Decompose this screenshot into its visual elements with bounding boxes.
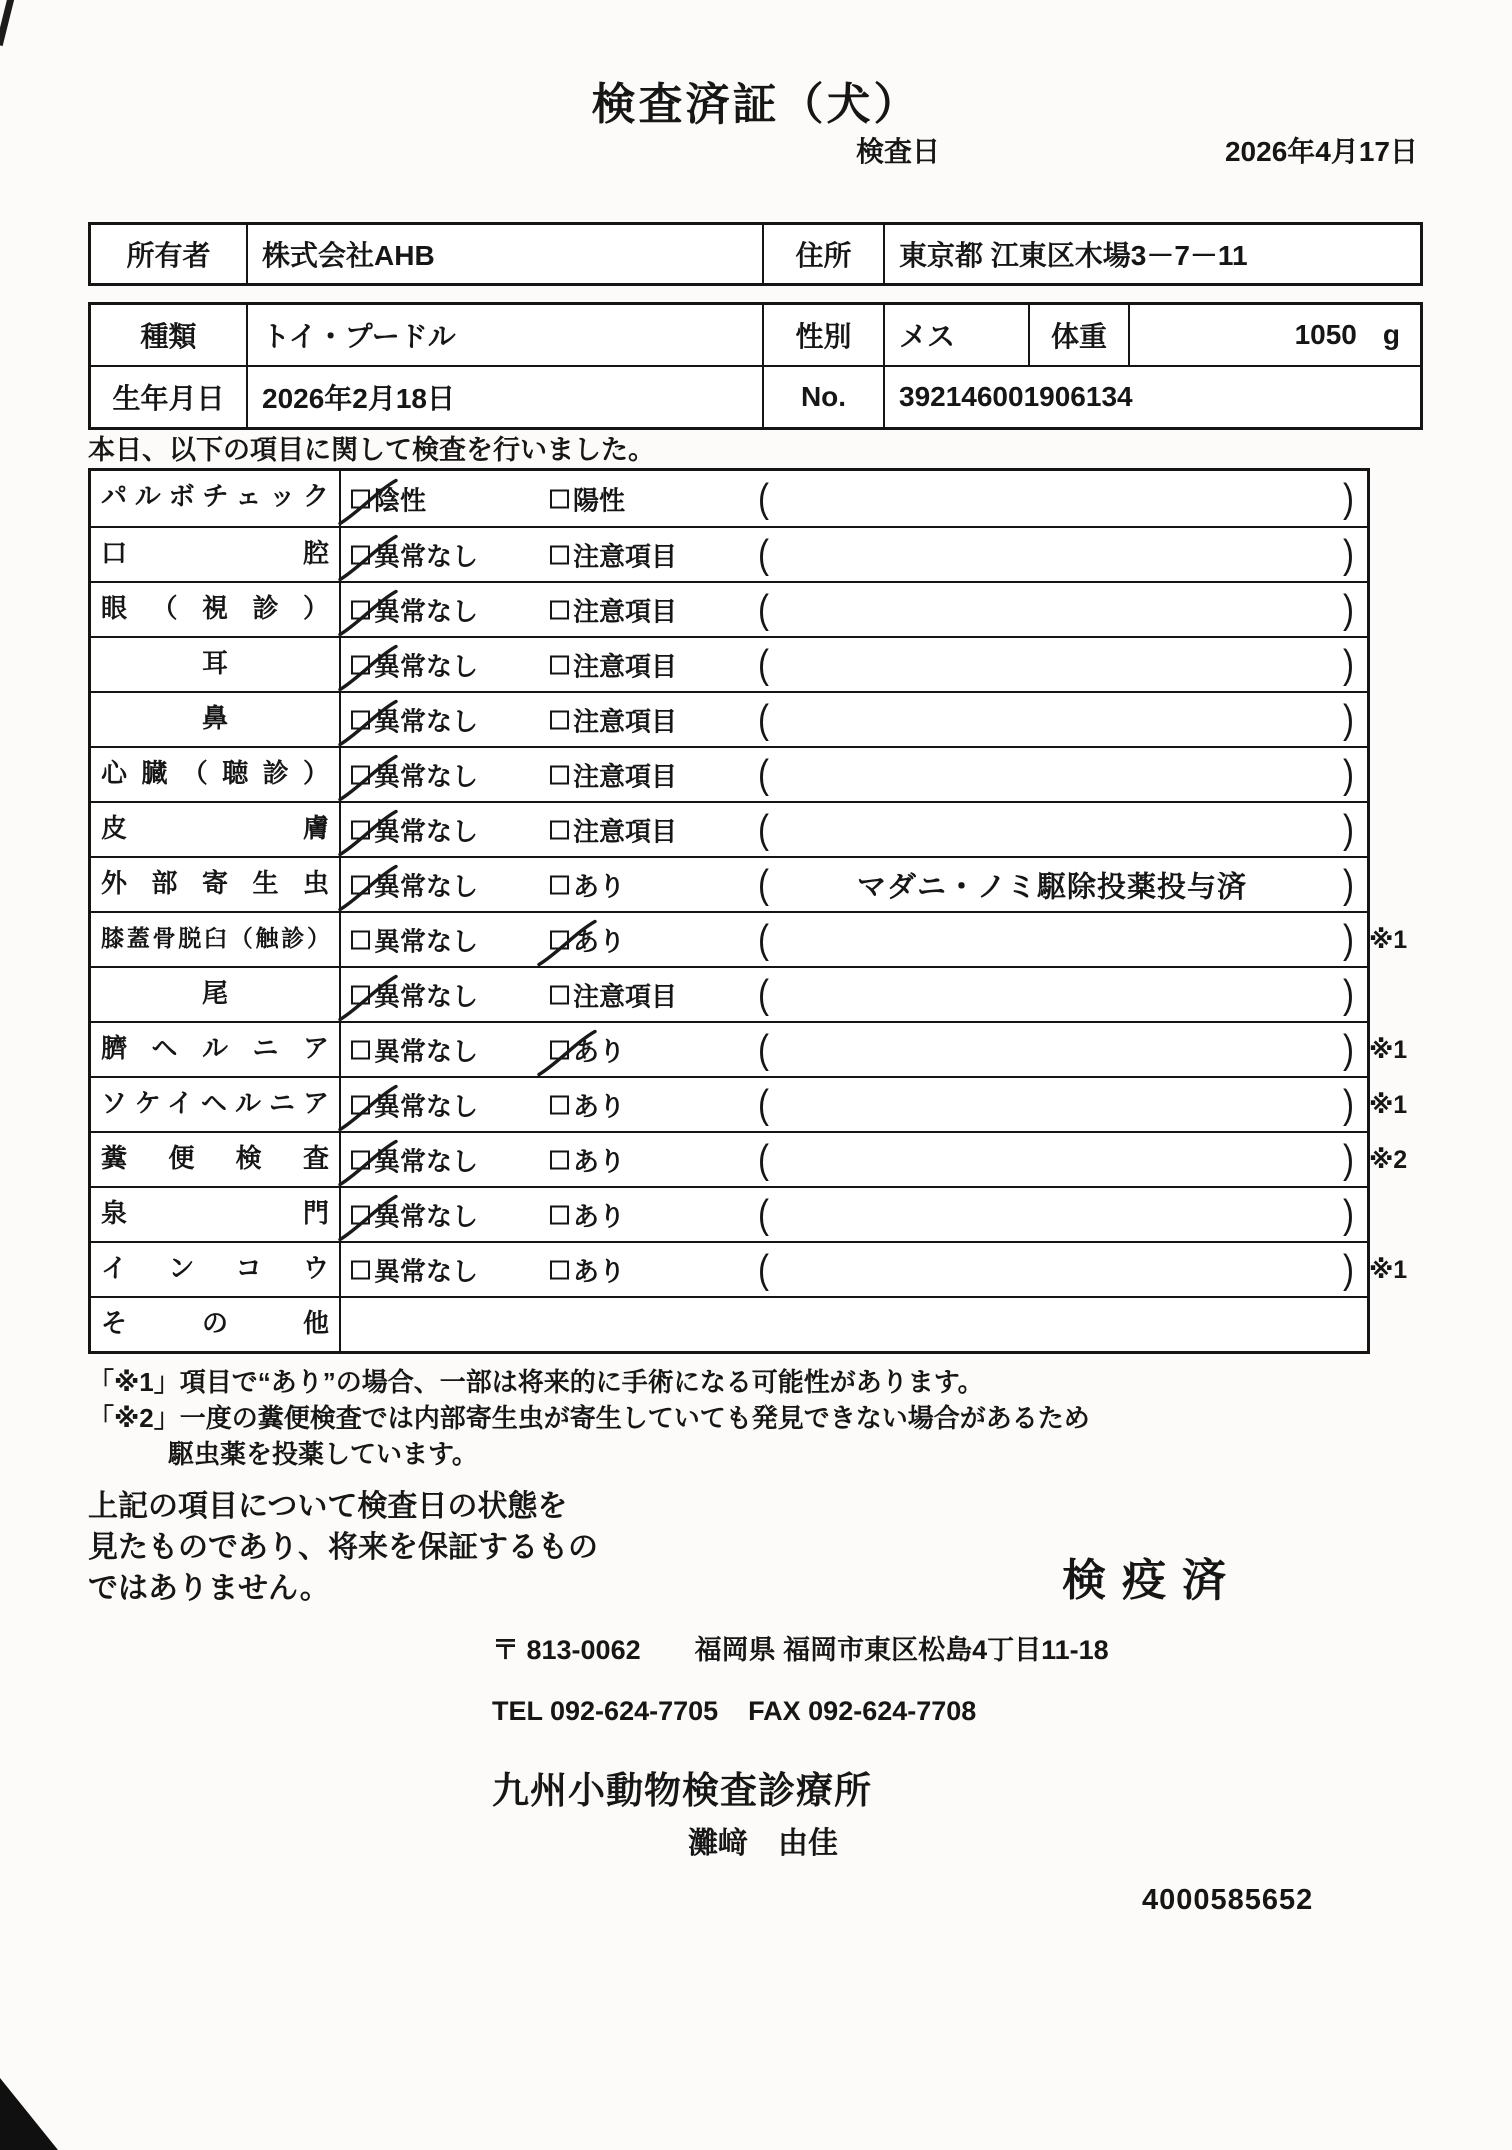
checkbox-icon bbox=[550, 600, 569, 619]
option-primary bbox=[351, 811, 478, 848]
option-label: 異常なし bbox=[374, 706, 479, 736]
checklist-row bbox=[91, 581, 1367, 636]
checkbox-icon bbox=[550, 1095, 569, 1114]
breed-label: 種類 bbox=[140, 321, 197, 352]
option-label: 異常なし bbox=[374, 981, 479, 1011]
checkbox-icon bbox=[351, 710, 370, 729]
item-result bbox=[341, 1188, 1367, 1241]
checkbox-icon bbox=[351, 930, 370, 949]
option-primary bbox=[351, 866, 478, 903]
address-value: 東京都 江東区木場3－7－11 bbox=[883, 225, 1420, 283]
birth-value: 2026年2月18日 bbox=[246, 367, 762, 427]
option-label: 注意項目 bbox=[573, 981, 678, 1011]
option-secondary bbox=[550, 591, 677, 628]
checkbox-icon bbox=[351, 545, 370, 564]
checklist-row bbox=[91, 801, 1367, 856]
paren-close: ) bbox=[1343, 585, 1354, 631]
option-label: 陽性 bbox=[573, 485, 626, 515]
checkbox-icon bbox=[351, 765, 370, 784]
item-label: 泉門 bbox=[91, 1188, 341, 1241]
sex-value: メス bbox=[883, 305, 1028, 365]
item-label: 尾 bbox=[91, 968, 341, 1021]
item-label: パルボチェック bbox=[91, 471, 341, 526]
option-secondary bbox=[550, 480, 625, 517]
weight-unit: g bbox=[1382, 319, 1400, 350]
option-secondary bbox=[550, 811, 677, 848]
checklist-row bbox=[91, 1241, 1408, 1296]
scan-artifact-top-left bbox=[0, 0, 15, 46]
checkbox-icon bbox=[550, 765, 569, 784]
page-title: 検査済証（犬） bbox=[591, 80, 921, 129]
option-label: 異常なし bbox=[374, 871, 479, 901]
checkbox-icon bbox=[550, 489, 569, 508]
option-label: 異常なし bbox=[374, 1201, 479, 1231]
address-label: 住所 bbox=[762, 225, 883, 283]
checklist-row bbox=[91, 1131, 1408, 1186]
vet-name: 灘﨑 由佳 bbox=[688, 1827, 838, 1860]
paren-close: ) bbox=[1343, 750, 1354, 796]
checkbox-icon bbox=[550, 1205, 569, 1224]
paren-close: ) bbox=[1343, 1025, 1354, 1071]
owner-value: 株式会社AHB bbox=[246, 225, 762, 283]
item-result bbox=[341, 471, 1367, 526]
option-label: 異常なし bbox=[374, 926, 479, 956]
sex-label: 性別 bbox=[762, 305, 883, 365]
checklist-row bbox=[91, 691, 1367, 746]
paren-open: ( bbox=[758, 585, 769, 631]
paren-close: ) bbox=[1343, 970, 1354, 1016]
option-secondary bbox=[550, 1031, 625, 1068]
option-label: あり bbox=[573, 871, 626, 901]
footnote-3: 駆虫薬を投薬しています。 bbox=[168, 1439, 478, 1469]
no-label: No. bbox=[762, 367, 883, 427]
option-primary bbox=[351, 1196, 478, 1233]
checkbox-icon bbox=[351, 1095, 370, 1114]
paren-close: ) bbox=[1343, 695, 1354, 741]
paren-open: ( bbox=[758, 474, 769, 520]
item-label: ソケイヘルニア bbox=[91, 1078, 341, 1131]
checkbox-icon bbox=[351, 1150, 370, 1169]
paren-open: ( bbox=[758, 970, 769, 1016]
option-secondary bbox=[550, 1196, 625, 1233]
option-label: 異常なし bbox=[374, 596, 479, 626]
option-primary bbox=[351, 1086, 478, 1123]
no-value: 392146001906134 bbox=[883, 367, 1420, 427]
option-label: あり bbox=[573, 1146, 626, 1176]
option-label: 異常なし bbox=[374, 816, 479, 846]
disclaimer-text bbox=[88, 1486, 598, 1609]
checkbox-icon bbox=[351, 820, 370, 839]
option-label: 注意項目 bbox=[573, 761, 678, 791]
checkbox-icon bbox=[550, 1260, 569, 1279]
paren-open: ( bbox=[758, 860, 769, 906]
item-result bbox=[341, 803, 1367, 856]
paren-close: ) bbox=[1343, 805, 1354, 851]
inspection-date-value: 2026年4月17日 bbox=[1224, 136, 1418, 167]
clinic-postal-code: 〒 813-0062 bbox=[492, 1635, 641, 1665]
pet-row-birth bbox=[91, 365, 1420, 427]
option-secondary bbox=[550, 646, 677, 683]
option-secondary bbox=[550, 1251, 625, 1288]
item-label: 耳 bbox=[91, 638, 341, 691]
item-result bbox=[341, 968, 1367, 1021]
checkbox-icon bbox=[351, 985, 370, 1004]
paren-open: ( bbox=[758, 750, 769, 796]
checkbox-icon bbox=[550, 655, 569, 674]
ref-mark: ※1 bbox=[1369, 1090, 1408, 1119]
paren-open: ( bbox=[758, 1135, 769, 1181]
item-label: 臍ヘルニア bbox=[91, 1023, 341, 1076]
option-label: 異常なし bbox=[374, 1146, 479, 1176]
paren-close: ) bbox=[1343, 915, 1354, 961]
intro-text: 本日、以下の項目に関して検査を行いました。 bbox=[88, 435, 655, 465]
ref-mark: ※1 bbox=[1369, 1035, 1408, 1064]
scan-artifact-bottom-left bbox=[0, 2078, 58, 2150]
checklist-row bbox=[91, 1076, 1408, 1131]
checklist-row bbox=[91, 471, 1367, 526]
item-result bbox=[341, 638, 1367, 691]
checkbox-icon bbox=[351, 1260, 370, 1279]
ref-mark: ※1 bbox=[1369, 1255, 1408, 1284]
checkbox-icon bbox=[550, 985, 569, 1004]
item-label: インコウ bbox=[91, 1243, 341, 1296]
clinic-address: 福岡県 福岡市東区松島4丁目11-18 bbox=[694, 1635, 1109, 1665]
weight-value bbox=[1128, 305, 1420, 365]
option-label: 注意項目 bbox=[573, 541, 678, 571]
option-secondary bbox=[550, 536, 677, 573]
checkbox-icon bbox=[550, 1150, 569, 1169]
clinic-phone-line bbox=[492, 1696, 976, 1727]
pet-table bbox=[88, 302, 1423, 430]
option-primary bbox=[351, 1031, 478, 1068]
paren-close: ) bbox=[1343, 640, 1354, 686]
option-primary bbox=[351, 701, 478, 738]
paren-close: ) bbox=[1343, 474, 1354, 520]
option-label: 異常なし bbox=[374, 651, 479, 681]
option-primary bbox=[351, 921, 478, 958]
option-secondary bbox=[550, 921, 625, 958]
clinic-fax: FAX 092-624-7708 bbox=[748, 1696, 977, 1726]
ref-mark: ※1 bbox=[1369, 925, 1408, 954]
option-primary bbox=[351, 756, 478, 793]
checkbox-icon bbox=[550, 545, 569, 564]
serial-number: 4000585652 bbox=[1142, 1884, 1314, 1916]
option-primary bbox=[351, 1141, 478, 1178]
disclaimer-line: 上記の項目について検査日の状態を bbox=[88, 1490, 568, 1523]
birth-label: 生年月日 bbox=[112, 383, 225, 414]
paren-close: ) bbox=[1343, 1245, 1354, 1291]
paren-open: ( bbox=[758, 805, 769, 851]
item-result bbox=[341, 693, 1367, 746]
checkbox-icon bbox=[550, 820, 569, 839]
paren-open: ( bbox=[758, 1080, 769, 1126]
option-label: 陰性 bbox=[374, 485, 427, 515]
paren-open: ( bbox=[758, 530, 769, 576]
pet-row-breed bbox=[91, 305, 1420, 365]
option-label: 注意項目 bbox=[573, 816, 678, 846]
item-label: 皮膚 bbox=[91, 803, 341, 856]
item-label: 外部寄生虫 bbox=[91, 858, 341, 911]
option-primary bbox=[351, 536, 478, 573]
checklist-table bbox=[88, 468, 1408, 1354]
option-label: あり bbox=[573, 1201, 626, 1231]
option-secondary bbox=[550, 1141, 625, 1178]
item-result bbox=[341, 748, 1367, 801]
option-secondary bbox=[550, 866, 625, 903]
checklist-row bbox=[91, 966, 1367, 1021]
paren-close: ) bbox=[1343, 1190, 1354, 1236]
item-result bbox=[341, 1298, 1367, 1351]
item-result bbox=[341, 583, 1367, 636]
quarantine-stamp: 検疫済 bbox=[1062, 1556, 1242, 1605]
item-result bbox=[341, 528, 1367, 581]
option-label: 注意項目 bbox=[573, 651, 678, 681]
checklist-row bbox=[91, 911, 1408, 966]
checklist-row bbox=[91, 1021, 1408, 1076]
disclaimer-line: ではありません。 bbox=[88, 1572, 330, 1605]
option-secondary bbox=[550, 756, 677, 793]
ref-mark: ※2 bbox=[1369, 1145, 1408, 1174]
paren-close: ) bbox=[1343, 1080, 1354, 1126]
option-label: 異常なし bbox=[374, 1091, 479, 1121]
item-result bbox=[341, 913, 1367, 966]
item-label: 膝蓋骨脱臼（触診） bbox=[91, 913, 341, 966]
item-label: 眼（視診） bbox=[91, 583, 341, 636]
option-primary bbox=[351, 591, 478, 628]
option-label: 注意項目 bbox=[573, 596, 678, 626]
clinic-postal-line bbox=[492, 1628, 1109, 1667]
item-result bbox=[341, 1023, 1367, 1076]
item-label: 心臓（聴診） bbox=[91, 748, 341, 801]
inspection-date-label: 検査日 bbox=[856, 136, 941, 167]
checkbox-icon bbox=[351, 1040, 370, 1059]
paren-open: ( bbox=[758, 1025, 769, 1071]
checkbox-icon bbox=[351, 655, 370, 674]
checkbox-icon bbox=[550, 930, 569, 949]
option-primary bbox=[351, 480, 426, 517]
checkbox-icon bbox=[351, 489, 370, 508]
paren-close: ) bbox=[1343, 860, 1354, 906]
disclaimer-line: 見たものであり、将来を保証するもの bbox=[88, 1531, 598, 1564]
inspection-date-row bbox=[856, 130, 1418, 170]
checklist-row bbox=[91, 526, 1367, 581]
checkbox-icon bbox=[351, 600, 370, 619]
item-result bbox=[341, 1243, 1367, 1296]
option-primary bbox=[351, 646, 478, 683]
option-secondary bbox=[550, 1086, 625, 1123]
item-result bbox=[341, 1078, 1367, 1131]
paren-close: ) bbox=[1343, 530, 1354, 576]
option-label: 異常なし bbox=[374, 761, 479, 791]
option-primary bbox=[351, 976, 478, 1013]
checklist-row bbox=[91, 636, 1367, 691]
checklist-row bbox=[91, 1296, 1367, 1351]
paren-open: ( bbox=[758, 640, 769, 686]
option-label: あり bbox=[573, 926, 626, 956]
paren-open: ( bbox=[758, 1190, 769, 1236]
item-label: 糞便検査 bbox=[91, 1133, 341, 1186]
paren-open: ( bbox=[758, 1245, 769, 1291]
paren-open: ( bbox=[758, 915, 769, 961]
weight-label: 体重 bbox=[1028, 305, 1128, 365]
option-label: あり bbox=[573, 1091, 626, 1121]
checkbox-icon bbox=[351, 1205, 370, 1224]
checkbox-icon bbox=[550, 875, 569, 894]
checklist-row bbox=[91, 1186, 1367, 1241]
footnote-2: 「※2」一度の糞便検査では内部寄生虫が寄生していても発見できない場合があるため bbox=[88, 1403, 1090, 1433]
note-text: マダニ・ノミ駆除投薬投与済 bbox=[856, 871, 1247, 903]
checklist-row bbox=[91, 746, 1367, 801]
footnote-1: 「※1」項目で“あり”の場合、一部は将来的に手術になる可能性があります。 bbox=[88, 1367, 984, 1397]
clinic-tel: TEL 092-624-7705 bbox=[492, 1696, 719, 1726]
checkbox-icon bbox=[550, 1040, 569, 1059]
option-primary bbox=[351, 1251, 478, 1288]
option-label: あり bbox=[573, 1036, 626, 1066]
weight-number: 1050 bbox=[1294, 319, 1357, 350]
paren-close: ) bbox=[1343, 1135, 1354, 1181]
breed-value: トイ・プードル bbox=[246, 305, 762, 365]
clinic-name: 九州小動物検査診療所 bbox=[492, 1770, 872, 1811]
option-label: 注意項目 bbox=[573, 706, 678, 736]
owner-table bbox=[88, 222, 1423, 286]
option-label: 異常なし bbox=[374, 1256, 479, 1286]
option-secondary bbox=[550, 701, 677, 738]
item-label: 口腔 bbox=[91, 528, 341, 581]
item-result bbox=[341, 858, 1367, 911]
item-label: その他 bbox=[91, 1298, 341, 1351]
checkbox-icon bbox=[351, 875, 370, 894]
item-label: 鼻 bbox=[91, 693, 341, 746]
paren-open: ( bbox=[758, 695, 769, 741]
option-label: 異常なし bbox=[374, 541, 479, 571]
option-label: あり bbox=[573, 1256, 626, 1286]
checklist-row bbox=[91, 856, 1367, 911]
owner-label: 所有者 bbox=[126, 240, 211, 271]
checkbox-icon bbox=[550, 710, 569, 729]
item-result bbox=[341, 1133, 1367, 1186]
option-label: 異常なし bbox=[374, 1036, 479, 1066]
option-secondary bbox=[550, 976, 677, 1013]
